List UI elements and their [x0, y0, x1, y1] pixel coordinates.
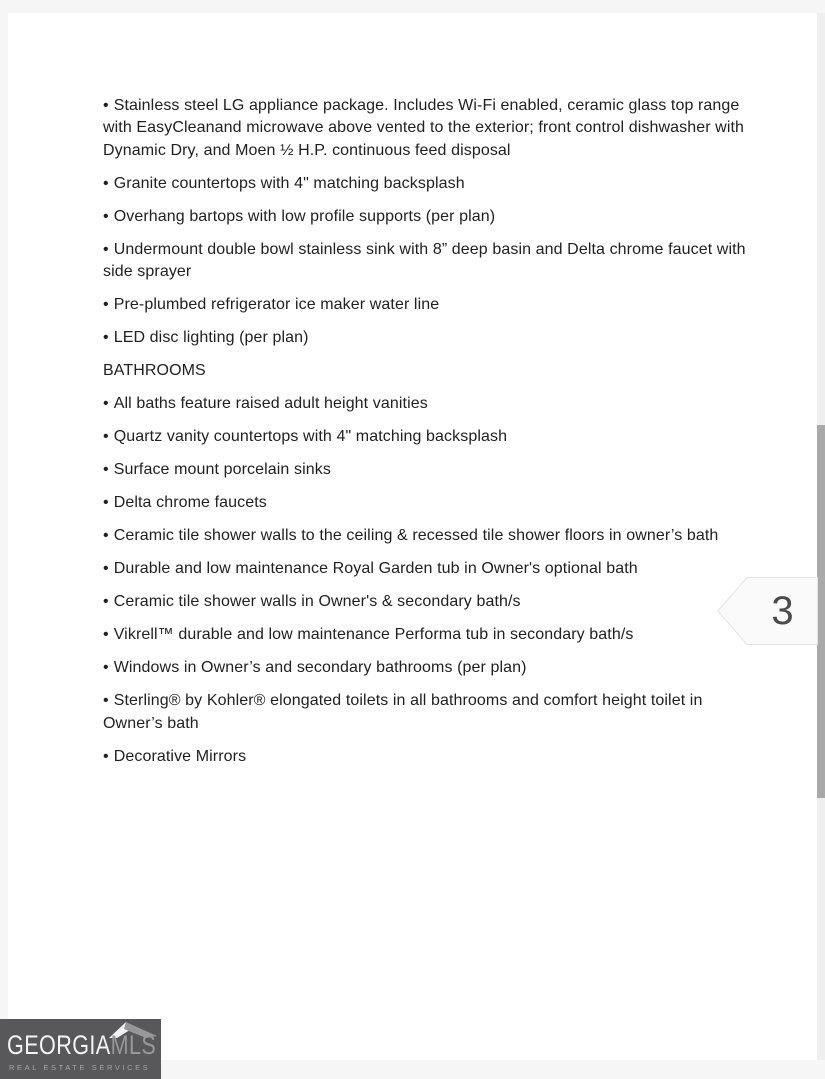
- doc-item: [103, 525, 748, 547]
- doc-item: [103, 95, 748, 162]
- bullet-glyph: •: [103, 174, 109, 192]
- doc-item: [103, 459, 748, 481]
- logo-wordmark: [7, 1032, 156, 1059]
- doc-item: [103, 239, 748, 284]
- doc-item: [103, 393, 748, 415]
- doc-item-text: Ceramic tile shower walls in Owner's & secondary bath/s: [113, 593, 521, 611]
- doc-item: [103, 206, 748, 228]
- doc-item-text: Granite countertops with 4" matching backsplash: [113, 174, 465, 192]
- bullet-glyph: •: [103, 593, 109, 611]
- doc-item-text: Quartz vanity countertops with 4" matching backsplash: [113, 428, 508, 446]
- doc-item: [103, 173, 748, 195]
- doc-item-text: Vikrell™ durable and low maintenance Performa tub in secondary bath/s: [113, 626, 634, 644]
- bullet-glyph: •: [103, 747, 109, 765]
- bullet-glyph: •: [103, 329, 109, 347]
- bullet-glyph: •: [103, 659, 109, 677]
- feature-list: [103, 95, 748, 779]
- bullet-glyph: •: [103, 626, 109, 644]
- bullet-glyph: •: [103, 240, 109, 258]
- bullet-glyph: •: [103, 97, 109, 114]
- doc-item-text: Pre-plumbed refrigerator ice maker water line: [113, 296, 440, 314]
- doc-item-text: Durable and low maintenance Royal Garden tub in Owner's optional bath: [113, 560, 638, 578]
- doc-item-text: Stainless steel LG appliance package. Includes Wi-Fi enabled, ceramic glass top range with EasyCleanand microwave above vented to the exterior; front control dishwasher with Dynamic Dry, and Moen ½ H.P. continuous feed disposal: [103, 97, 745, 159]
- doc-item: [103, 492, 748, 514]
- doc-item: [103, 426, 748, 448]
- doc-item-text: Sterling® by Kohler® elongated toilets in all bathrooms and comfort height toilet in Owner’s bath: [103, 692, 703, 732]
- doc-item: [103, 690, 748, 735]
- doc-item-text: LED disc lighting (per plan): [113, 329, 309, 347]
- doc-item-text: Overhang bartops with low profile supports (per plan): [113, 207, 496, 225]
- bullet-glyph: •: [103, 560, 109, 578]
- bullet-glyph: •: [103, 692, 109, 710]
- doc-item: [103, 327, 748, 349]
- doc-item-text: Windows in Owner’s and secondary bathrooms (per plan): [113, 659, 527, 677]
- logo-text-mls: MLS: [110, 1030, 157, 1060]
- logo-tagline: REAL ESTATE SERVICES: [9, 1063, 151, 1072]
- doc-item: [103, 294, 748, 316]
- page-number-badge[interactable]: [717, 577, 818, 645]
- scrollbar-thumb[interactable]: [817, 425, 825, 798]
- doc-item: [103, 558, 748, 580]
- doc-item-text: Undermount double bowl stainless sink with 8” deep basin and Delta chrome faucet with side sprayer: [103, 240, 746, 281]
- bullet-glyph: •: [103, 296, 109, 314]
- bullet-glyph: •: [103, 527, 109, 545]
- bullet-glyph: •: [103, 494, 109, 512]
- doc-item: [103, 657, 748, 679]
- doc-item-text: Decorative Mirrors: [113, 747, 247, 765]
- logo-text-georgia: GEORGIA: [7, 1030, 111, 1060]
- georgia-mls-logo: [0, 1019, 161, 1079]
- bullet-glyph: •: [103, 207, 109, 225]
- page-number: 3: [771, 588, 794, 633]
- bullet-glyph: •: [103, 461, 109, 479]
- doc-item: [103, 591, 748, 613]
- doc-item-text: Surface mount porcelain sinks: [113, 461, 331, 479]
- doc-item-text: BATHROOMS: [103, 362, 206, 380]
- doc-item: [103, 624, 748, 646]
- doc-item: [103, 360, 748, 382]
- doc-item-text: Delta chrome faucets: [113, 494, 267, 512]
- doc-item: [103, 746, 748, 768]
- doc-item-text: Ceramic tile shower walls to the ceiling & recessed tile shower floors in owner’s bath: [113, 527, 719, 545]
- doc-item-text: All baths feature raised adult height vanities: [113, 395, 428, 413]
- bullet-glyph: •: [103, 428, 109, 446]
- bullet-glyph: •: [103, 395, 109, 413]
